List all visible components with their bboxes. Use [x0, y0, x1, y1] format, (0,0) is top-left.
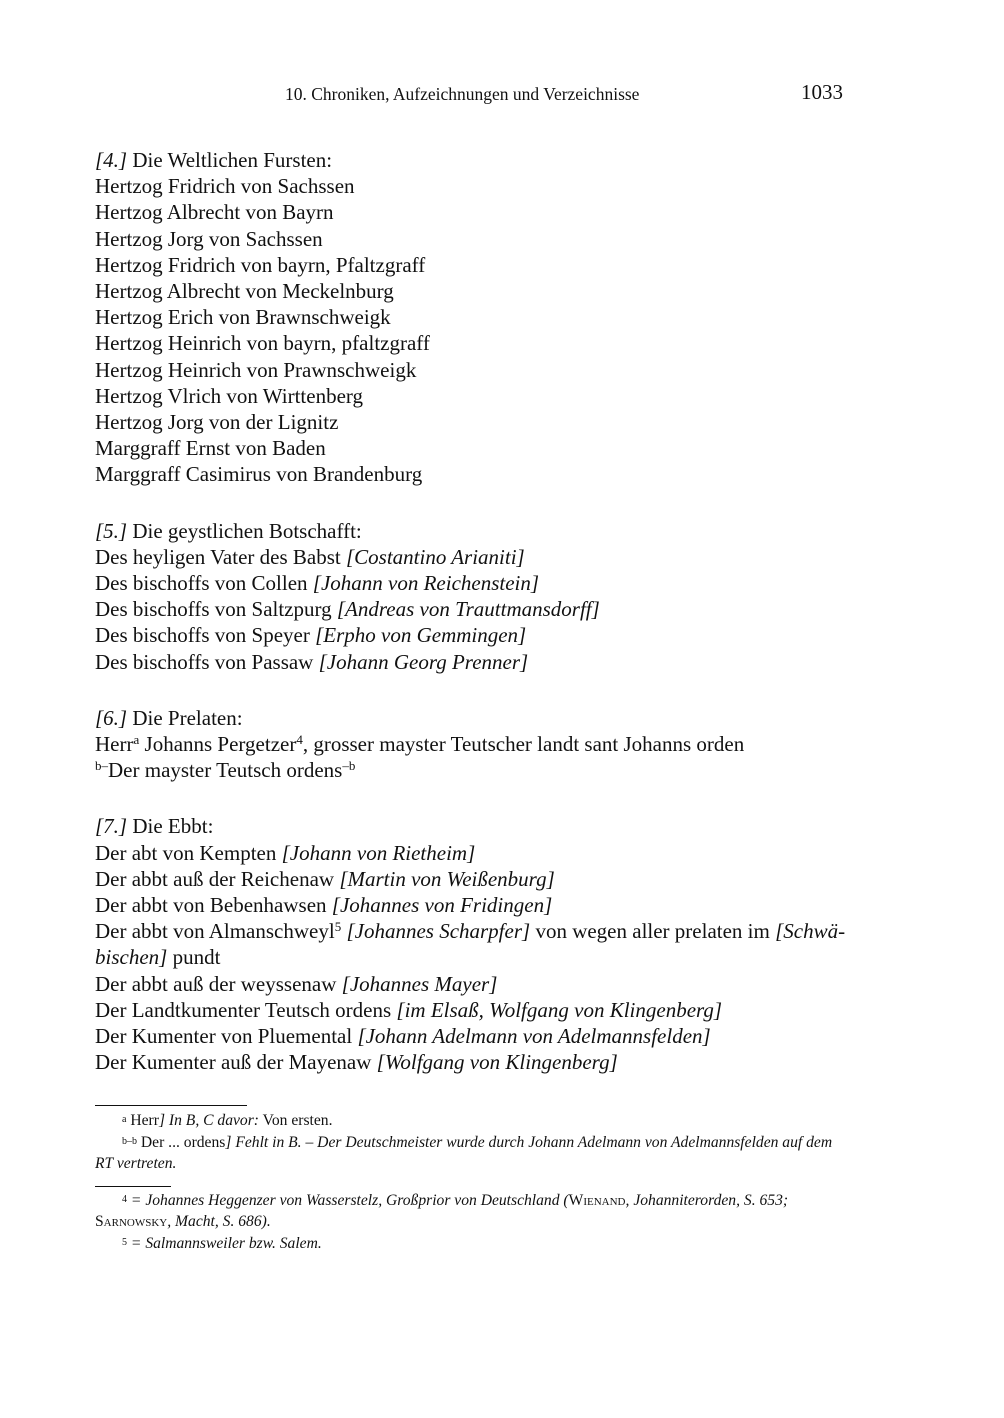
list-item: Herr$^a$ Johanns Pergetzer$^4$, grosser mayster Teutscher landt sant Johanns orden: [95, 732, 745, 757]
list-item: Der Kumenter auß der Mayenaw [Wolfgang von Klingenberg]: [95, 1050, 618, 1075]
editorial-note: [Wolfgang von Klingenberg]: [376, 1050, 618, 1075]
editorial-note: [im Elsaß, Wolfgang von Klingenberg]: [396, 997, 723, 1022]
list-item: Der abbt von Bebenhawsen [Johannes von Fridingen]: [95, 893, 553, 918]
list-item: Der Landtkumenter Teutsch ordens [im Elsaß, Wolfgang von Klingenberg]: [95, 997, 723, 1022]
page-number: 1033: [801, 80, 843, 104]
list-item: Der abt von Kempten [Johann von Rietheim]: [95, 840, 476, 865]
editorial-note: [Schwä-: [775, 919, 846, 944]
list-item: Der Kumenter von Pluemental [Johann Adelmann von Adelmannsfelden]: [95, 1024, 711, 1049]
editorial-note: [Johann von Rietheim]: [281, 840, 476, 865]
footnote: 4 = Johannes Heggenzer von Wasserstelz, Großprior von Deutschland (Wienand, Johanniterorden, S. 653; Sarnowsky, Macht, S. 686).: [95, 1192, 789, 1230]
textcritical-notes: [95, 1109, 850, 1174]
list-item: Hertzog Albrecht von Bayrn: [95, 200, 334, 225]
footnote: a Herr] In B, C davor: Von ersten.: [122, 1112, 333, 1129]
list-item: $^{b-}$Der mayster Teutsch ordens$^{-b}$: [95, 758, 356, 783]
list-item: Hertzog Erich von Brawnschweigk: [95, 305, 391, 330]
editorial-note: [Erpho von Gemmingen]: [315, 623, 527, 648]
main-text: [95, 147, 850, 1106]
footnote-ref[interactable]: 5: [334, 919, 342, 935]
footnote: b–b Der ... ordens] Fehlt in B. – Der Deutschmeister wurde durch Johann Adelmann von Adelmannsfelden auf dem RT vertreten.: [95, 1134, 833, 1172]
editorial-note: [Johann von Reichenstein]: [312, 571, 540, 596]
list-item: Hertzog Heinrich von bayrn, pfaltzgraff: [95, 331, 430, 356]
list-item: Der abbt auß der Reichenaw [Martin von Weißenburg]: [95, 866, 555, 891]
editorial-note: [Johannes von Fridingen]: [331, 893, 553, 918]
section-heading: [95, 705, 850, 731]
section-heading: [95, 147, 850, 173]
footnote-divider: [95, 1186, 171, 1187]
list-item: Der abbt von Almanschweyl$^5$ [Johannes Scharpfer] von wegen aller prelaten im [Schwä-: [95, 919, 846, 944]
commentary-notes: [95, 1189, 850, 1254]
section-title: Die Ebbt:: [132, 814, 214, 839]
section-5: [95, 518, 850, 675]
section-number: [6.]: [95, 705, 128, 730]
list-item: Des bischoffs von Speyer [Erpho von Gemmingen]: [95, 623, 527, 648]
footnote-mark: 5: [122, 1237, 127, 1248]
list-item: Der abbt auß der weyssenaw [Johannes Mayer]: [95, 971, 498, 996]
editorial-note: bischen]: [95, 945, 168, 970]
list-item: Hertzog Vlrich von Wirttenberg: [95, 383, 364, 408]
section-number: [4.]: [95, 148, 128, 172]
footnote-mark: 4: [122, 1194, 127, 1205]
editorial-note: [Johannes Scharpfer]: [346, 919, 531, 944]
list-item: Des heyligen Vater des Babst [Costantino Arianiti]: [95, 544, 525, 569]
list-item: Hertzog Heinrich von Prawnschweigk: [95, 357, 417, 382]
section-4: [95, 147, 850, 488]
section-title: Die Prelaten:: [132, 705, 243, 730]
section-number: [5.]: [95, 518, 128, 543]
editorial-note: [Johannes Mayer]: [341, 971, 498, 996]
footnote-ref[interactable]: a: [133, 732, 140, 748]
section-title: Die Weltlichen Fursten:: [132, 148, 333, 172]
page-header: [0, 80, 1004, 110]
editorial-note: [Johann Georg Prenner]: [318, 649, 529, 674]
footnote-mark: a: [122, 1114, 127, 1125]
list-item: Marggraff Ernst von Baden: [95, 436, 326, 461]
section-heading: [95, 813, 850, 839]
editorial-note: [Costantino Arianiti]: [345, 544, 525, 569]
section-title: Die geystlichen Botschafft:: [132, 518, 362, 543]
list-item: Hertzog Fridrich von bayrn, Pfaltzgraff: [95, 252, 426, 277]
editorial-note: [Martin von Weißenburg]: [339, 866, 555, 891]
footnote-divider: [95, 1105, 247, 1106]
list-item: Des bischoffs von Saltzpurg [Andreas von Trauttmansdorff]: [95, 597, 600, 622]
section-heading: [95, 518, 850, 544]
footnote-ref[interactable]: –b: [342, 758, 356, 774]
list-item: Marggraff Casimirus von Brandenburg: [95, 462, 423, 487]
list-item: Hertzog Fridrich von Sachssen: [95, 174, 355, 199]
footnote-mark: b–b: [122, 1136, 137, 1147]
editorial-note: [Johann Adelmann von Adelmannsfelden]: [357, 1024, 711, 1049]
list-item: Hertzog Albrecht von Meckelnburg: [95, 279, 394, 304]
list-item: Des bischoffs von Passaw [Johann Georg Prenner]: [95, 649, 529, 674]
editorial-note: [Andreas von Trauttmansdorff]: [336, 597, 600, 622]
section-6: [95, 705, 850, 784]
list-item: Des bischoffs von Collen [Johann von Reichenstein]: [95, 571, 540, 596]
list-item: Hertzog Jorg von der Lignitz: [95, 410, 339, 435]
section-number: [7.]: [95, 814, 128, 839]
list-item-continuation: bischen] pundt: [95, 945, 221, 970]
section-7: [95, 813, 850, 1075]
footnote-ref[interactable]: b–: [95, 758, 108, 774]
footnote: 5 = Salmannsweiler bzw. Salem.: [122, 1235, 322, 1252]
running-title: 10. Chroniken, Aufzeichnungen und Verzeichnisse: [285, 84, 640, 104]
list-item: Hertzog Jorg von Sachssen: [95, 226, 323, 251]
footnote-ref[interactable]: 4: [296, 732, 303, 748]
